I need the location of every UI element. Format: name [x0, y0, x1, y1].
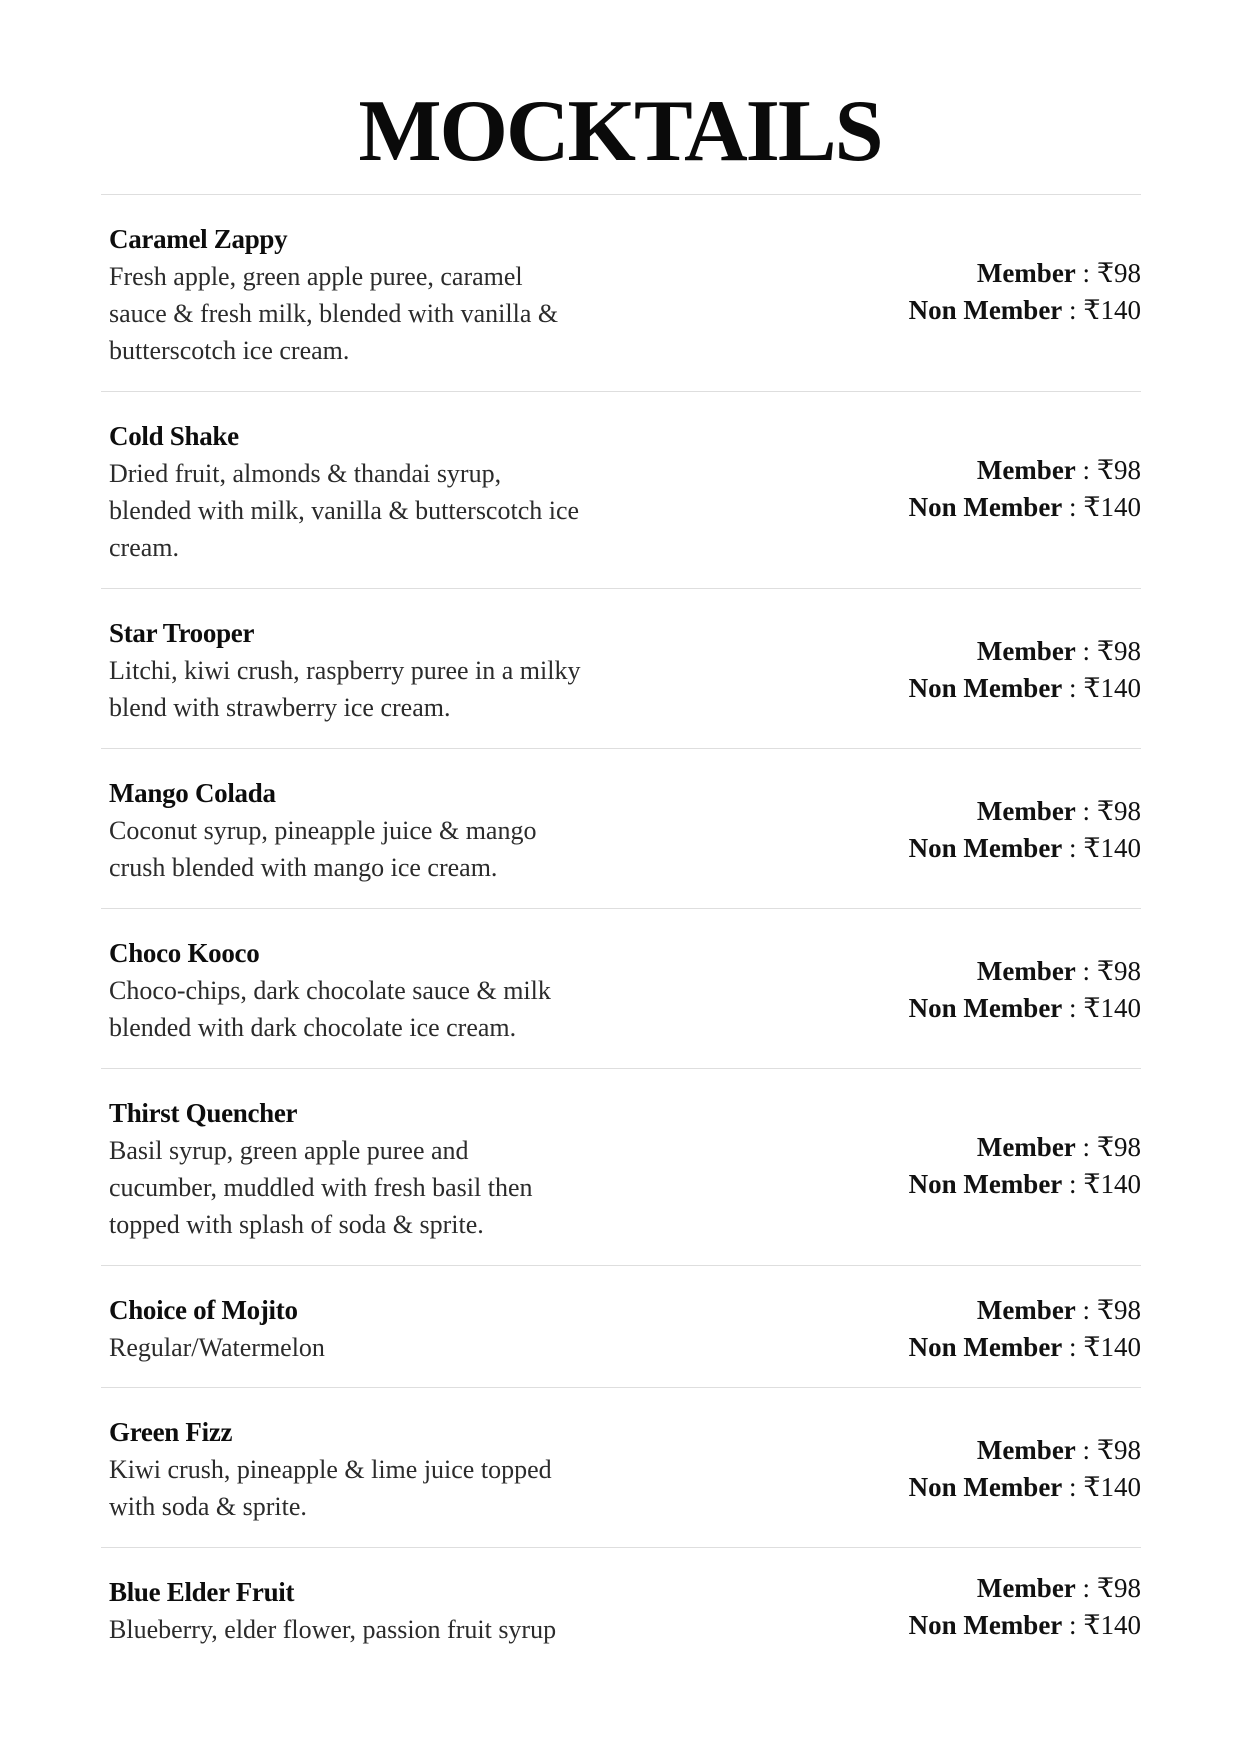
member-price-line [909, 1570, 1141, 1607]
menu-item [101, 1548, 1141, 1678]
item-name: Cold Shake [109, 421, 239, 451]
item-description-line: cucumber, muddled with fresh basil then [109, 1173, 533, 1202]
non-member-price-label: Non Member [908, 295, 1063, 325]
member-price-line [909, 1432, 1141, 1469]
item-name: Blue Elder Fruit [109, 1577, 295, 1607]
member-price-label: Member [976, 1132, 1076, 1162]
non-member-price-label: Non Member [908, 1332, 1063, 1362]
member-price-label: Member [976, 796, 1076, 826]
non-member-price-line [909, 1469, 1141, 1506]
non-member-price-label: Non Member [908, 673, 1063, 703]
non-member-price-label: Non Member [908, 1169, 1063, 1199]
member-price-label: Member [976, 1573, 1076, 1603]
menu-item [101, 589, 1141, 749]
member-price-value: ₹98 [1096, 1573, 1141, 1603]
item-prices [909, 452, 1141, 526]
menu-item [101, 195, 1141, 392]
member-price-line [909, 255, 1141, 292]
item-prices [909, 1292, 1141, 1366]
item-prices [909, 1570, 1141, 1644]
item-text [109, 615, 649, 726]
non-member-price-line [909, 1166, 1141, 1203]
item-description-line: Dried fruit, almonds & thandai syrup, [109, 459, 502, 488]
member-price-value: ₹98 [1096, 1295, 1141, 1325]
member-price-label: Member [976, 956, 1076, 986]
member-price-line [909, 953, 1141, 990]
item-description-line: Fresh apple, green apple puree, caramel [109, 262, 523, 291]
item-prices [909, 793, 1141, 867]
item-text [109, 1574, 649, 1648]
price-separator: : [1062, 993, 1084, 1023]
item-name: Mango Colada [109, 778, 276, 808]
non-member-price-line [909, 1607, 1141, 1644]
member-price-value: ₹98 [1096, 1132, 1141, 1162]
non-member-price-value: ₹140 [1083, 833, 1141, 863]
price-separator: : [1062, 1332, 1084, 1362]
non-member-price-line [909, 990, 1141, 1027]
member-price-value: ₹98 [1096, 956, 1141, 986]
non-member-price-value: ₹140 [1083, 1169, 1141, 1199]
price-separator: : [1062, 295, 1084, 325]
item-description-line: blended with dark chocolate ice cream. [109, 1013, 517, 1042]
menu-item [101, 1266, 1141, 1388]
non-member-price-value: ₹140 [1083, 492, 1141, 522]
member-price-label: Member [976, 455, 1076, 485]
menu-item [101, 1069, 1141, 1266]
item-name: Choice of Mojito [109, 1295, 298, 1325]
item-description-line: Regular/Watermelon [109, 1333, 325, 1362]
non-member-price-value: ₹140 [1083, 993, 1141, 1023]
price-separator: : [1062, 1169, 1084, 1199]
item-description-line: Kiwi crush, pineapple & lime juice topped [109, 1455, 552, 1484]
non-member-price-value: ₹140 [1083, 673, 1141, 703]
item-description-line: cream. [109, 533, 180, 562]
price-separator: : [1075, 1573, 1097, 1603]
member-price-value: ₹98 [1096, 258, 1141, 288]
menu-item [101, 1388, 1141, 1548]
item-text [109, 1292, 649, 1366]
item-text [109, 775, 649, 886]
non-member-price-label: Non Member [908, 833, 1063, 863]
non-member-price-label: Non Member [908, 1610, 1063, 1640]
item-prices [909, 1432, 1141, 1506]
item-description-line: Coconut syrup, pineapple juice & mango [109, 816, 537, 845]
item-text [109, 935, 649, 1046]
item-text [109, 221, 649, 369]
item-description-line: topped with splash of soda & sprite. [109, 1210, 484, 1239]
item-prices [909, 255, 1141, 329]
item-name: Thirst Quencher [109, 1098, 298, 1128]
item-text [109, 418, 649, 566]
price-separator: : [1062, 833, 1084, 863]
item-description-line: blend with strawberry ice cream. [109, 693, 451, 722]
price-separator: : [1075, 796, 1097, 826]
item-description-line: Blueberry, elder flower, passion fruit syrup [109, 1615, 557, 1644]
item-prices [909, 1129, 1141, 1203]
price-separator: : [1075, 455, 1097, 485]
item-name: Caramel Zappy [109, 224, 288, 254]
non-member-price-line [909, 1329, 1141, 1366]
price-separator: : [1075, 1132, 1097, 1162]
member-price-value: ₹98 [1096, 1435, 1141, 1465]
item-description-line: butterscotch ice cream. [109, 336, 350, 365]
item-description-line: blended with milk, vanilla & butterscotch ice [109, 496, 580, 525]
item-description-line: with soda & sprite. [109, 1492, 307, 1521]
item-description-line: crush blended with mango ice cream. [109, 853, 498, 882]
price-separator: : [1062, 673, 1084, 703]
item-description-line: Basil syrup, green apple puree and [109, 1136, 469, 1165]
item-text [109, 1095, 649, 1243]
member-price-label: Member [976, 258, 1076, 288]
item-prices [909, 953, 1141, 1027]
menu-item [101, 749, 1141, 909]
non-member-price-value: ₹140 [1083, 295, 1141, 325]
member-price-value: ₹98 [1096, 636, 1141, 666]
page-title: MOCKTAILS [358, 83, 882, 180]
price-separator: : [1075, 1295, 1097, 1325]
member-price-line [909, 1129, 1141, 1166]
price-separator: : [1075, 636, 1097, 666]
non-member-price-label: Non Member [908, 1472, 1063, 1502]
non-member-price-line [909, 830, 1141, 867]
item-description-line: sauce & fresh milk, blended with vanilla & [109, 299, 559, 328]
item-name: Green Fizz [109, 1417, 233, 1447]
price-separator: : [1062, 1610, 1084, 1640]
member-price-line [909, 793, 1141, 830]
member-price-label: Member [976, 1435, 1076, 1465]
non-member-price-label: Non Member [908, 492, 1063, 522]
price-separator: : [1062, 1472, 1084, 1502]
member-price-label: Member [976, 1295, 1076, 1325]
item-name: Star Trooper [109, 618, 255, 648]
price-separator: : [1062, 492, 1084, 522]
non-member-price-line [909, 670, 1141, 707]
member-price-value: ₹98 [1096, 455, 1141, 485]
item-prices [909, 633, 1141, 707]
non-member-price-value: ₹140 [1083, 1332, 1141, 1362]
member-price-line [909, 633, 1141, 670]
non-member-price-line [909, 489, 1141, 526]
price-separator: : [1075, 1435, 1097, 1465]
member-price-line [909, 452, 1141, 489]
item-description-line: Choco-chips, dark chocolate sauce & milk [109, 976, 551, 1005]
member-price-label: Member [976, 636, 1076, 666]
non-member-price-label: Non Member [908, 993, 1063, 1023]
price-separator: : [1075, 258, 1097, 288]
non-member-price-line [909, 292, 1141, 329]
price-separator: : [1075, 956, 1097, 986]
item-description-line: Litchi, kiwi crush, raspberry puree in a milky [109, 656, 581, 685]
member-price-line [909, 1292, 1141, 1329]
non-member-price-value: ₹140 [1083, 1610, 1141, 1640]
item-text [109, 1414, 649, 1525]
non-member-price-value: ₹140 [1083, 1472, 1141, 1502]
menu-item [101, 392, 1141, 589]
menu-item [101, 909, 1141, 1069]
menu-list [101, 194, 1141, 1678]
member-price-value: ₹98 [1096, 796, 1141, 826]
item-name: Choco Kooco [109, 938, 260, 968]
